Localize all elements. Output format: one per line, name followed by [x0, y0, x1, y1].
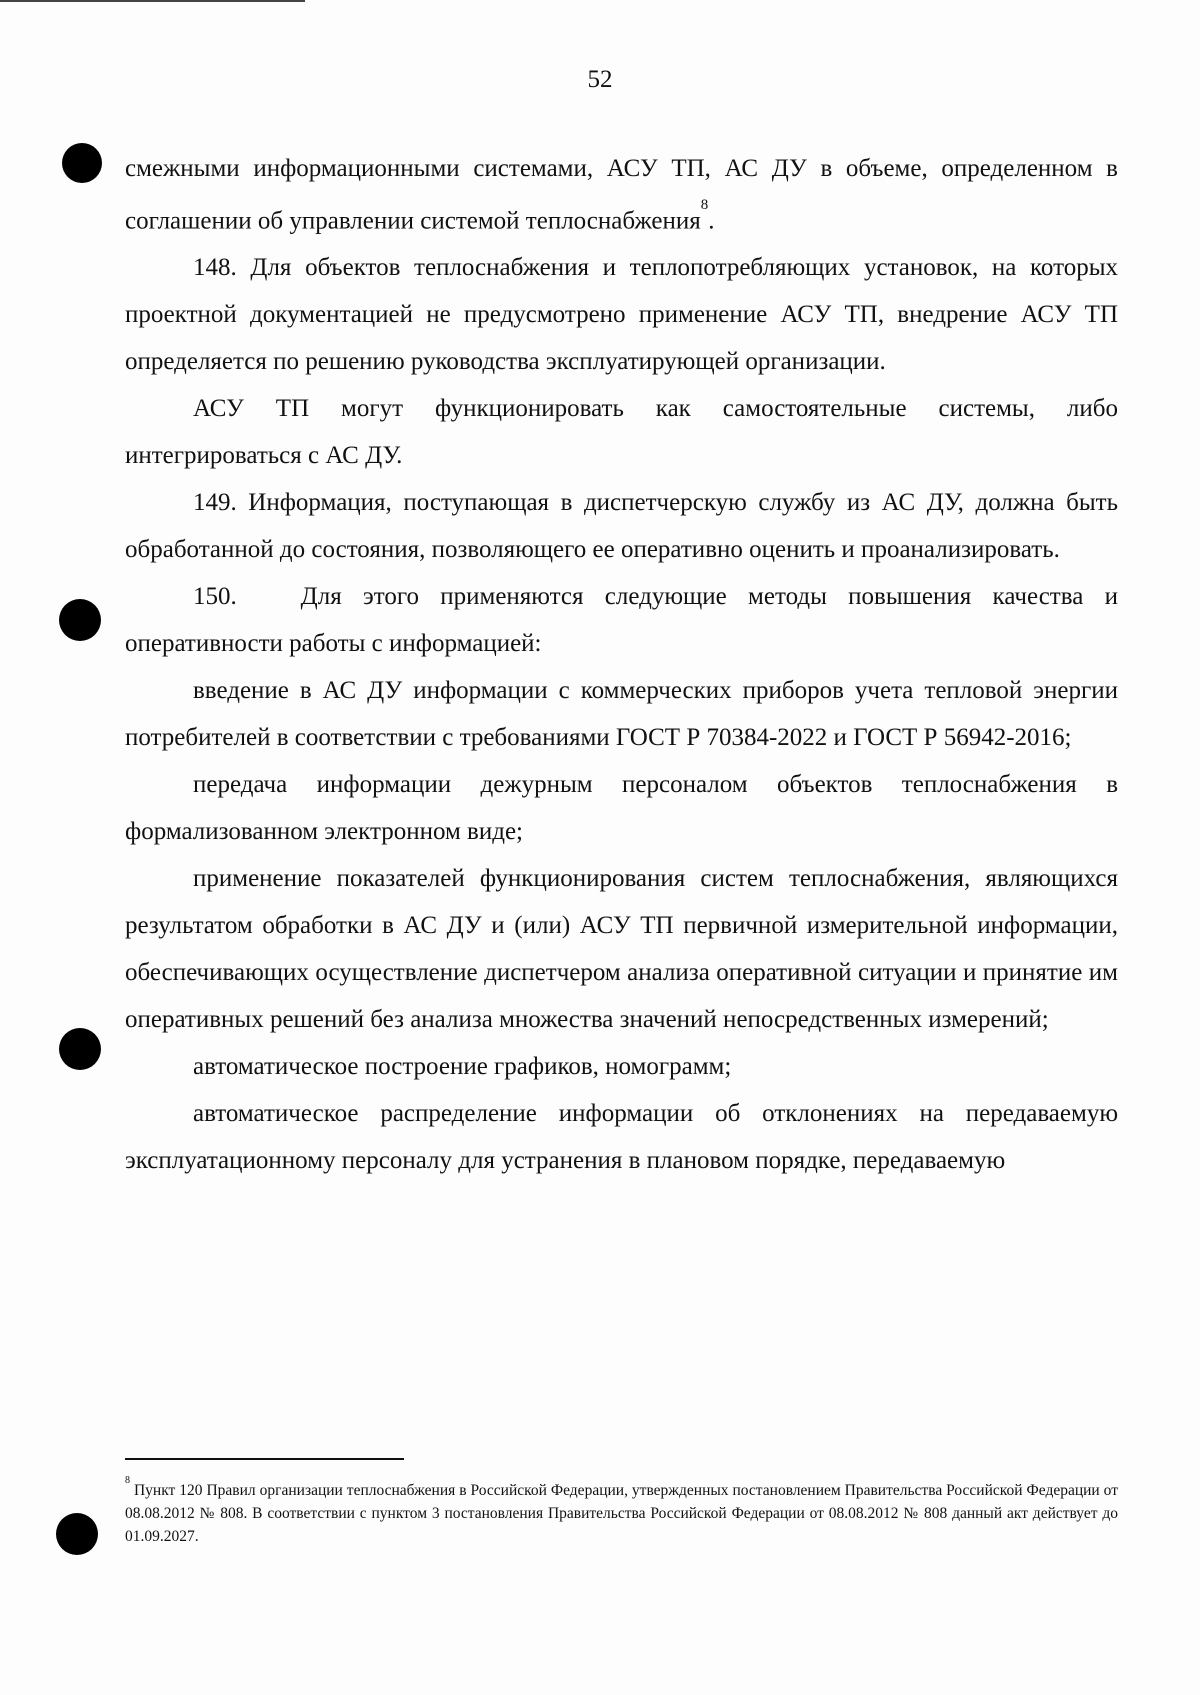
footnote-text: Пункт 120 Правил организации теплоснабжения в Российской Федерации, утвержденных постановлением Правительства Российской Федерации от 08.08.2012 № 808. В соответствии с пунктом 3 постановления Правительства Российской Федерации от 08.08.2012 № 808 данный акт действует до 01.09.2027.: [125, 1482, 1119, 1546]
paragraph-149: 149. Информация, поступающая в диспетчерскую службу из АС ДУ, должна быть обработанной до состояния, позволяющего ее оперативно оценить и проанализировать.: [125, 489, 1118, 564]
method-item-1: введение в АС ДУ информации с коммерческих приборов учета тепловой энергии потребителей в соответствии с требованиями ГОСТ Р 70384-2022 и ГОСТ Р 56942-2016;: [125, 677, 1118, 752]
footnote-separator: [125, 1458, 404, 1460]
top-edge-rule: [0, 0, 305, 2]
paragraph-150: 150. Для этого применяются следующие методы повышения качества и оперативности работы с информацией:: [125, 583, 1125, 658]
paragraph-continuation: смежными информационными системами, АСУ ТП, АС ДУ в объеме, определенном в соглашении об управлении системой теплоснабжения$^8$.: [125, 155, 1118, 235]
footnote-mark: 8: [125, 1475, 130, 1486]
method-item-3: применение показателей функционирования систем теплоснабжения, являющихся результатом обработки в АС ДУ и (или) АСУ ТП первичной измерительной информации, обеспечивающих осуществление диспетчером анализа оперативной ситуации и принятие им оперативных решений без анализа множества значений непосредственных измерений;: [125, 865, 1118, 1034]
paragraph-asu-tp: АСУ ТП могут функционировать как самостоятельные системы, либо интегрироваться с АС ДУ.: [125, 395, 1118, 470]
method-item-2: передача информации дежурным персоналом объектов теплоснабжения в формализованном электронном виде;: [125, 771, 1118, 846]
page-number: 52: [587, 66, 613, 93]
punch-hole-2: [59, 599, 101, 641]
footnote: [125, 1475, 1118, 1548]
paragraph-148: 148. Для объектов теплоснабжения и теплопотребляющих установок, на которых проектной документацией не предусмотрено применение АСУ ТП, внедрение АСУ ТП определяется по решению руководства эксплуатирующей организации.: [125, 254, 1118, 376]
footnote-reference: 8: [700, 197, 709, 213]
punch-hole-4: [56, 1513, 98, 1555]
body-text: [125, 145, 1125, 1184]
method-item-4: автоматическое построение графиков, номограмм;: [193, 1053, 732, 1081]
punch-hole-3: [59, 1028, 101, 1070]
method-item-5: автоматическое распределение информации об отклонениях на передаваемую эксплуатационному персоналу для устранения в плановом порядке, передаваемую: [125, 1100, 1118, 1175]
punch-hole-1: [62, 143, 102, 183]
